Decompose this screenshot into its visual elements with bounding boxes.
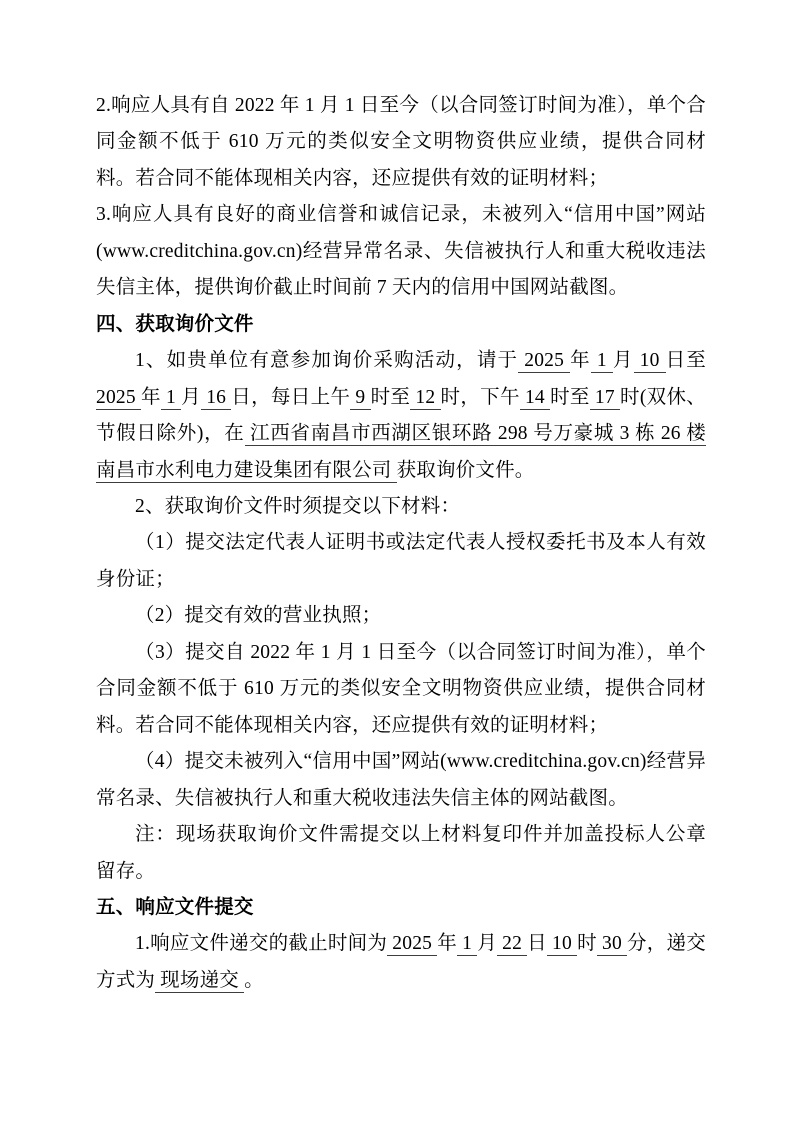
text-run: 1、如贵单位有意参加询价采购活动，请于	[135, 350, 519, 372]
text-run: 时	[577, 933, 597, 955]
text-run: 注：现场获取询价文件需提交以上材料复印件并加盖投标人公章留存。	[96, 824, 706, 882]
text-run: 3.响应人具有良好的商业信誉和诚信记录，未被列入“信用中国”网站(www.creditchina.gov.cn)经营异常名录、失信被执行人和重大税收违法失信主体，提供询价截止时间前 7 天内的信用中国网站截图。	[96, 204, 706, 299]
text-run: 2.响应人具有自 2022 年 1 月 1 日至今（以合同签订时间为准），单个合同金额不低于 610 万元的类似安全文明物资供应业绩，提供合同材料。若合同不能体现相关内容，还应提供有效的证明材料；	[96, 95, 706, 189]
text-run: 日	[527, 933, 547, 955]
text-run: 分，递交方式为	[96, 933, 707, 991]
section-4-item-2-materials-intro	[96, 489, 706, 525]
section-4-note	[96, 817, 706, 890]
text-run: （3）提交自 2022 年 1 月 1 日至今（以合同签订时间为准），单个合同金额不低于 610 万元的类似安全文明物资供应业绩，提供合同材料。若合同不能体现相关内容，还应提供有效的证明材料；	[96, 641, 706, 736]
section-5-heading	[96, 890, 706, 926]
clause-2-performance-requirement	[96, 88, 706, 197]
section-4-material-4	[96, 744, 706, 817]
fill-in-value: 2025	[387, 933, 438, 955]
text-run: 月	[477, 933, 497, 955]
fill-in-value: 现场递交	[155, 969, 245, 991]
fill-in-value: 14	[519, 386, 551, 408]
fill-in-value: 10	[633, 350, 666, 372]
text-run: 年	[141, 386, 161, 408]
fill-in-value: 17	[589, 386, 621, 408]
text-run: 月	[612, 350, 634, 372]
text-run: 五、响应文件提交	[96, 896, 254, 918]
fill-in-value: 1	[457, 933, 478, 955]
text-run: 日至	[665, 350, 706, 372]
text-run: 1.响应文件递交的截止时间为	[135, 933, 388, 955]
text-run: 时(双休、节假日除外)，在	[96, 386, 706, 445]
fill-in-value: 1	[590, 350, 613, 372]
text-run: 2、获取询价文件时须提交以下材料：	[135, 495, 461, 517]
text-run: 四、获取询价文件	[96, 313, 254, 335]
section-5-item-1-deadline	[96, 926, 706, 999]
section-4-material-2	[96, 598, 706, 634]
fill-in-value: 16	[201, 386, 232, 408]
text-run: 年	[437, 933, 457, 955]
fill-in-value: 2025	[518, 350, 571, 372]
text-run: 时至	[550, 386, 590, 408]
text-run: 时至	[370, 386, 411, 408]
fill-in-value: 1	[160, 386, 182, 408]
fill-in-value: 2025	[96, 386, 141, 408]
text-run: 日，每日上午	[231, 386, 351, 408]
section-4-material-3	[96, 635, 706, 744]
text-run: 时，下午	[440, 386, 520, 408]
section-4-material-1	[96, 525, 706, 598]
text-run: （4）提交未被列入“信用中国”网站(www.creditchina.gov.cn)经营异常名录、失信被执行人和重大税收违法失信主体的网站截图。	[96, 751, 706, 809]
fill-in-value: 9	[350, 386, 371, 408]
fill-in-value: 12	[410, 386, 441, 408]
fill-in-value: 江西省南昌市西湖区银环路 298 号万豪城 3 栋 26 楼南昌市水利电力建设集团有限公司	[96, 423, 707, 481]
document-body	[96, 88, 706, 999]
text-run: 。	[244, 969, 264, 991]
fill-in-value: 10	[546, 933, 578, 955]
text-run: （1）提交法定代表人证明书或法定代表人授权委托书及本人有效身份证；	[96, 532, 706, 590]
text-run: 年	[570, 350, 591, 372]
clause-3-credit-requirement	[96, 197, 706, 306]
section-4-heading	[96, 307, 706, 343]
section-4-item-1-obtain-time-place	[96, 343, 706, 489]
text-run: （2）提交有效的营业执照；	[135, 605, 382, 627]
fill-in-value: 30	[596, 933, 628, 955]
text-run: 月	[181, 386, 201, 408]
fill-in-value: 22	[496, 933, 528, 955]
text-run: 获取询价文件。	[396, 459, 535, 481]
